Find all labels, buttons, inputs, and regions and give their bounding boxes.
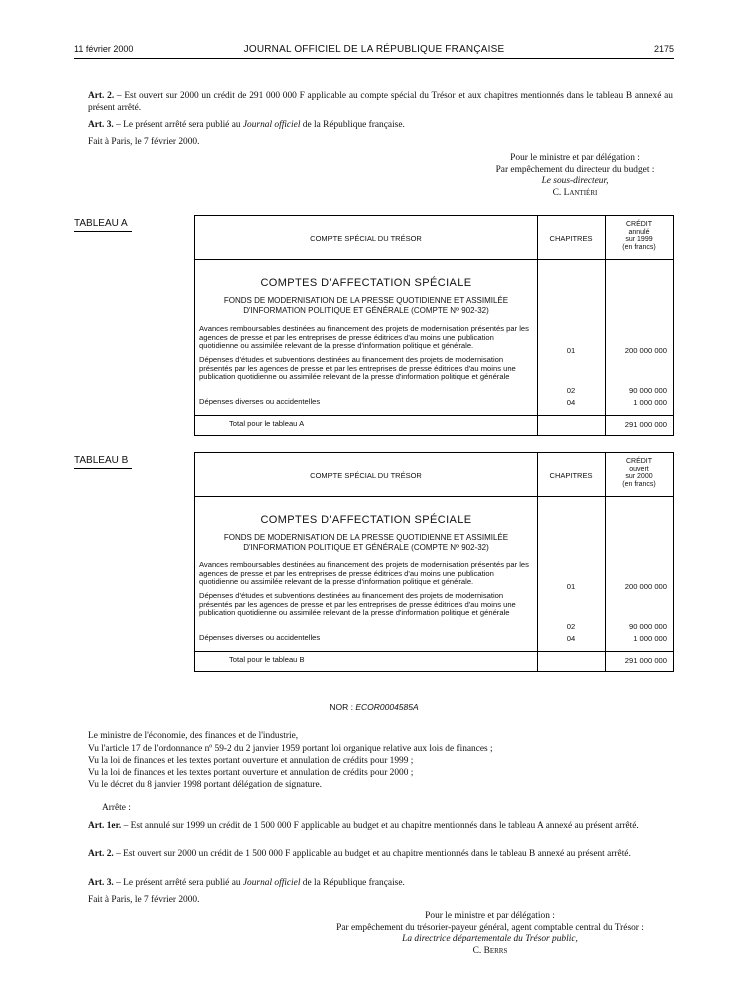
tableau-a-label: TABLEAU A	[74, 218, 128, 229]
tableau-a-row1-code: 01	[566, 346, 576, 355]
tableau-b-col-compte: COMPTE SPÉCIAL DU TRÉSOR	[310, 471, 422, 480]
decree2-vu2: Vu la loi de finances et les textes portant ouverture et annulation de crédits pour 1999 ;	[88, 756, 414, 766]
tableau-a-row1: Avances remboursables destinées au financement des projets de modernisation présentés par les agences de presse et par les entreprises de presse éditrices d'au moins une publication quotidienne ou assimilée relevant de la presse d'information politique et générale.	[199, 324, 529, 351]
tableau-b-row2-value: 90 000 000	[628, 622, 667, 631]
tableau-a-total-value: 291 000 000	[624, 420, 667, 429]
tableau-a-row3-value: 1 000 000	[633, 398, 667, 407]
decree2-arrete: Arrête :	[102, 803, 131, 813]
tableau-a-col-credit: CRÉDIT annulé sur 1999 (en francs)	[622, 221, 656, 251]
decree2-intro: Le ministre de l'économie, des finances et de l'industrie,	[88, 731, 299, 741]
tableau-a-row2-code: 02	[566, 386, 576, 395]
decree2-fait: Fait à Paris, le 7 février 2000.	[88, 895, 200, 905]
tableau-b-row3: Dépenses diverses ou accidentelles	[199, 633, 321, 642]
decree2-art3: Art. 3. – Le présent arrêté sera publié au Journal officiel de la République française.	[88, 878, 405, 888]
page-header	[74, 44, 674, 58]
tableau-b-row2-code: 02	[566, 622, 576, 631]
tableau-a-row3-code: 04	[566, 398, 576, 407]
tableau-a-row1-value: 200 000 000	[624, 346, 667, 355]
decree2-art2: Art. 2. – Est ouvert sur 2000 un crédit de 1 500 000 F applicable au budget et au chapitre mentionnés dans le tableau B annexé au présent arrêté.	[88, 849, 631, 859]
tableau-a-title: COMPTES D'AFFECTATION SPÉCIALE	[260, 277, 472, 289]
tableau-b-row3-code: 04	[566, 634, 576, 643]
tableau-b-title: COMPTES D'AFFECTATION SPÉCIALE	[260, 514, 472, 526]
decree2-vu1: Vu l'article 17 de l'ordonnance nº 59-2 du 2 janvier 1959 portant loi organique relative aux lois de finances ;	[88, 744, 493, 754]
tableau-b-col-chapitres: CHAPITRES	[549, 471, 593, 480]
tableau-b-row2: Dépenses d'études et subventions destinées au financement des projets de modernisation présentés par les agences de presse et par les entreprises de presse éditrices d'au moins une publication quotidienne ou assimilée relevant de la presse d'information politique et générale	[199, 591, 516, 618]
tableau-a	[194, 215, 674, 436]
tableau-b-row1-code: 01	[566, 582, 576, 591]
tableau-b-row1: Avances remboursables destinées au financement des projets de modernisation présentés par les agences de presse et par les entreprises de presse éditrices d'au moins une publication quotidienne ou assimilée relevant de la presse d'information politique et générale.	[199, 560, 529, 587]
decree2-signature: Pour le ministre et par délégation : Par empêchement du trésorier-payeur général, agent comptable central du Trésor : La directrice départementale du Trésor public, C. Berrs	[336, 911, 644, 956]
nor-reference: NOR : ECOR0004585A	[329, 702, 419, 712]
tableau-a-row2-value: 90 000 000	[628, 386, 667, 395]
tableau-a-col-compte: COMPTE SPÉCIAL DU TRÉSOR	[310, 234, 422, 243]
tableau-a-row2: Dépenses d'études et subventions destinées au financement des projets de modernisation présentés par les agences de presse et par les entreprises de presse éditrices d'au moins une publication quotidienne ou assimilée relevant de la presse d'information politique et générale	[199, 355, 516, 382]
decree1-art2: Art. 2. – Est ouvert sur 2000 un crédit de 291 000 000 F applicable au compte spécial du Trésor et aux chapitres mentionnés dans le tableau B annexé au présent arrêté.	[88, 91, 673, 113]
tableau-a-label-rule	[74, 231, 132, 232]
header-date: 11 février 2000	[74, 44, 134, 54]
tableau-b-label-rule	[74, 468, 132, 469]
tableau-b-total-label: Total pour le tableau B	[229, 655, 305, 664]
page-number: 2175	[653, 44, 674, 54]
tableau-b-total-value: 291 000 000	[624, 656, 667, 665]
tableau-b-label: TABLEAU B	[74, 455, 129, 466]
tableau-b-col-credit: CRÉDIT ouvert sur 2000 (en francs)	[622, 458, 656, 488]
decree2-art1: Art. 1er. – Est annulé sur 1999 un crédit de 1 500 000 F applicable au budget et au chapitre mentionnés dans le tableau A annexé au présent arrêté.	[88, 821, 639, 831]
tableau-b-row1-value: 200 000 000	[624, 582, 667, 591]
tableau-b-row3-value: 1 000 000	[633, 634, 667, 643]
tableau-a-row3: Dépenses diverses ou accidentelles	[199, 397, 321, 406]
decree1-signature: Pour le ministre et par délégation : Par empêchement du directeur du budget : Le sous-directeur, C. Lantiéri	[495, 153, 655, 198]
decree2-vu3: Vu la loi de finances et les textes portant ouverture et annulation de crédits pour 2000 ;	[88, 768, 414, 778]
decree2-vu4: Vu le décret du 8 janvier 1998 portant délégation de signature.	[88, 780, 322, 790]
tableau-b	[194, 452, 674, 672]
tableau-a-col-chapitres: CHAPITRES	[549, 234, 593, 243]
tableau-a-total-label: Total pour le tableau A	[229, 419, 305, 428]
tableau-b-subtitle: FONDS DE MODERNISATION DE LA PRESSE QUOTIDIENNE ET ASSIMILÉE D'INFORMATION POLITIQUE ET GÉNÉRALE (COMPTE Nº 902-32)	[223, 533, 509, 552]
decree1-art3: Art. 3. – Le présent arrêté sera publié au Journal officiel de la République française.	[88, 120, 405, 130]
journal-title: JOURNAL OFFICIEL DE LA RÉPUBLIQUE FRANÇAISE	[243, 44, 505, 55]
decree1-fait: Fait à Paris, le 7 février 2000.	[88, 137, 200, 147]
tableau-a-subtitle: FONDS DE MODERNISATION DE LA PRESSE QUOTIDIENNE ET ASSIMILÉE D'INFORMATION POLITIQUE ET GÉNÉRALE (COMPTE Nº 902-32)	[223, 296, 509, 315]
header-rule	[74, 58, 674, 59]
